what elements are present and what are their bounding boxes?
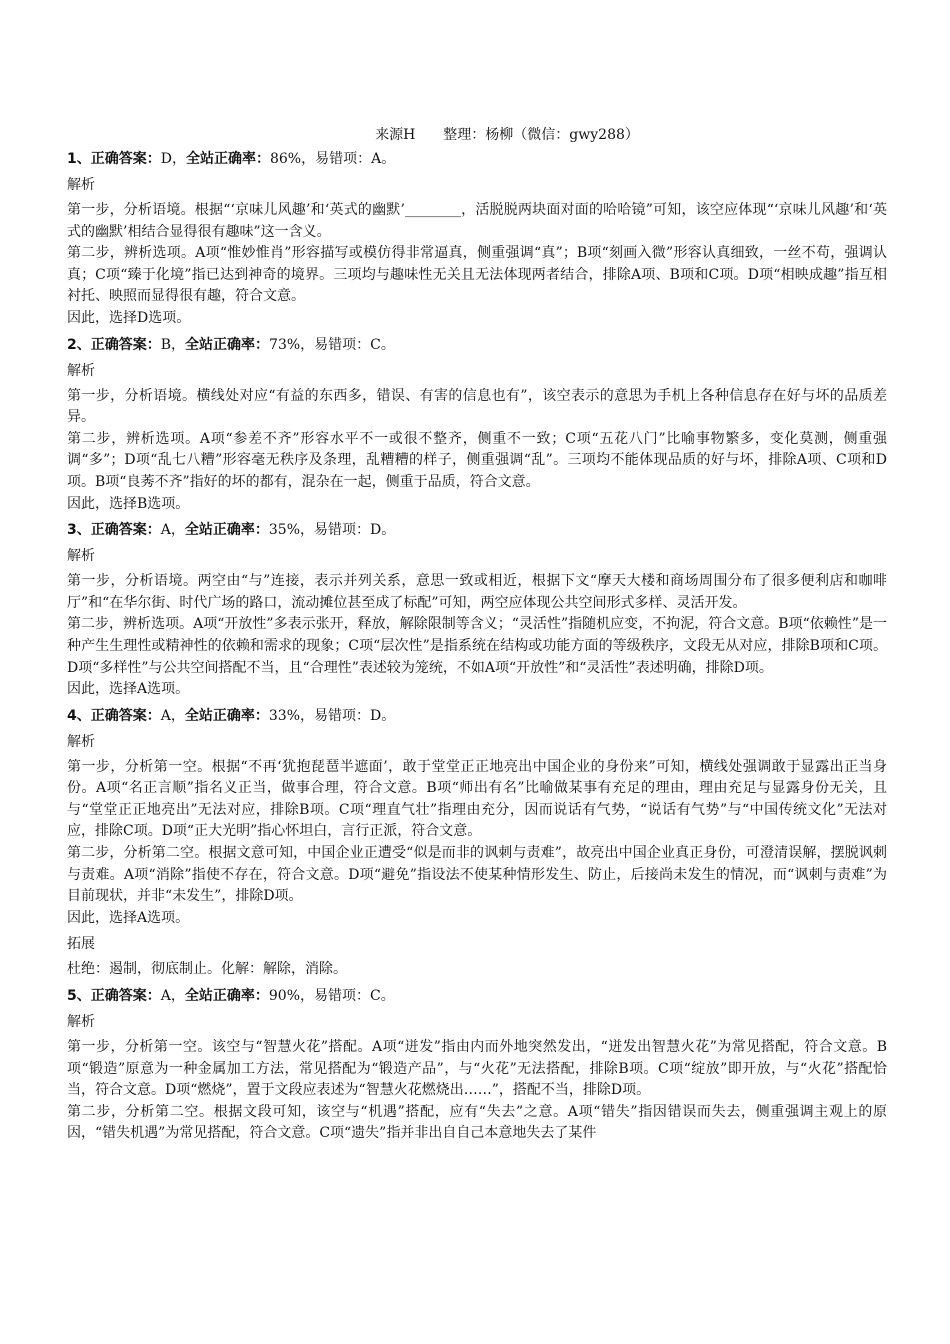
analysis-paragraph: 第一步，分析语境。根据“‘京味儿风趣’和‘英式的幽默’________，活脱脱两块面对面的哈哈镜”可知，该空应体现“‘京味儿风趣’和‘英式的幽默’相结合显得很有趣味”这一含义。 — [67, 202, 887, 240]
answer-line: 5、正确答案：A，全站正确率：90%，易错项：C。 — [67, 988, 395, 1005]
analysis-paragraph: 第二步，分析第二空。根据文意可知，中国企业正遭受“似是而非的讽刺与责难”，故亮出中国企业真正身份，可澄清误解，摆脱讽刺与责难。A项“消除”指使不存在，符合文意。D项“避免”指设法不使某种情形发生、防止，后接尚未发生的情况，而“讽刺与责难”为目前现状，并非“未发生”，排除D项。 — [67, 845, 887, 905]
question-2 — [67, 334, 887, 516]
analysis-label: 解析 — [67, 177, 95, 193]
question-3 — [67, 519, 887, 701]
question-1 — [67, 148, 887, 330]
answer-line: 2、正确答案：B，全站正确率：73%，易错项：C。 — [67, 336, 395, 353]
analysis-label: 解析 — [67, 733, 95, 750]
question-5 — [67, 985, 887, 1145]
extension-label: 拓展 — [67, 936, 95, 953]
analysis-paragraph: 因此，选择A选项。 — [67, 909, 190, 926]
analysis-label: 解析 — [67, 1014, 95, 1031]
answer-line: 1、正确答案：D，全站正确率：86%，易错项：A。 — [67, 151, 396, 167]
source-header: 来源H 整理：杨柳（微信：gwy288） — [375, 127, 639, 143]
extension-paragraph: 杜绝：遏制，彻底制止。化解：解除，消除。 — [67, 961, 347, 978]
analysis-paragraph: 第一步，分析语境。横线处对应“有益的东西多，错误、有害的信息也有”，该空表示的意思为手机上各种信息存在好与坏的品质差异。 — [67, 387, 887, 426]
answer-line: 4、正确答案：A，全站正确率：33%，易错项：D。 — [67, 707, 396, 724]
analysis-paragraph: 因此，选择A选项。 — [67, 681, 190, 698]
analysis-paragraph: 第一步，分析第一空。根据“不再‘犹抱琵琶半遮面’，敢于堂堂正正地亮出中国企业的身份来”可知，横线处强调敢于显露出正当身份。A项“名正言顺”指名义正当，做事合理，符合文意。B项“师出有名”比喻做某事有充足的理由，理由充足与显露身份无关，且与“堂堂正正地亮出”无法对应，排除B项。C项“理直气壮”指理由充分，因而说话有气势，“说话有气势”与“中国传统文化”无法对应，排除C项。D项“正大光明”指心怀坦白，言行正派，符合文意。 — [67, 758, 887, 840]
question-4 — [67, 705, 887, 981]
document-page — [67, 124, 887, 1149]
analysis-paragraph: 第二步，辨析选项。A项“开放性”多表示张开，释放，解除限制等含义；“灵活性”指随机应变，不拘泥，符合文意。B项“依赖性”是一种产生生理性或精神性的依赖和需求的现象；C项“层次性”是指系统在结构或功能方面的等级秩序，文段无从对应，排除B项和C项。D项“多样性”与公共空间搭配不当，且“合理性”表述较为笼统，不如A项“开放性”和“灵活性”表述明确，排除D项。 — [67, 616, 887, 676]
analysis-label: 解析 — [67, 362, 95, 379]
analysis-paragraph: 第一步，分析语境。两空由“与”连接，表示并列关系，意思一致或相近，根据下文“摩天大楼和商场周围分布了很多便利店和咖啡厅”和“在华尔街、时代广场的路口，流动摊位甚至成了标配”可知，两空应体现公共空间形式多样、灵活开发。 — [67, 573, 887, 611]
answer-line: 3、正确答案：A，全站正确率：35%，易错项：D。 — [67, 522, 396, 539]
analysis-paragraph: 第二步，辨析选项。A项“参差不齐”形容水平不一或很不整齐，侧重不一致；C项“五花八门”比喻事物繁多，变化莫测，侧重强调“多”；D项“乱七八糟”形容毫无秩序及条理，乱糟糟的样子，侧重强调“乱”。三项均不能体现品质的好与坏，排除A项、C项和D项。B项“良莠不齐”指好的坏的都有，混杂在一起，侧重于品质，符合文意。 — [67, 430, 887, 490]
analysis-paragraph: 第二步，分析第二空。根据文段可知，该空与“机遇”搭配，应有“失去”之意。A项“错失”指因错误而失去，侧重强调主观上的原因，“错失机遇”为常见搭配，符合文意。C项“遗失”指并非出自自己本意地失去了某件 — [67, 1103, 887, 1142]
analysis-label: 解析 — [67, 548, 95, 565]
analysis-paragraph: 第一步，分析第一空。该空与“智慧火花”搭配。A项“迸发”指由内而外地突然发出，“迸发出智慧火花”为常见搭配，符合文意。B项“锻造”原意为一种金属加工方法，常见搭配为“锻造产品”，与“火花”无法搭配，排除B项。C项“绽放”即开放，与“火花”搭配恰当，符合文意。D项“燃烧”，置于文段应表述为“智慧火花燃烧出……”，搭配不当，排除D项。 — [67, 1039, 887, 1099]
analysis-paragraph: 因此，选择B选项。 — [67, 495, 190, 512]
analysis-paragraph: 因此，选择D选项。 — [67, 309, 191, 326]
analysis-paragraph: 第二步，辨析选项。A项“惟妙惟肖”形容描写或模仿得非常逼真，侧重强调“真”；B项“刻画入微”形容认真细致，一丝不苟，强调认真；C项“臻于化境”指已达到神奇的境界。三项均与趣味性无关且无法体现两者结合，排除A项、B项和C项。D项“相映成趣”指互相衬托、映照而显得很有趣，符合文意。 — [67, 245, 887, 305]
